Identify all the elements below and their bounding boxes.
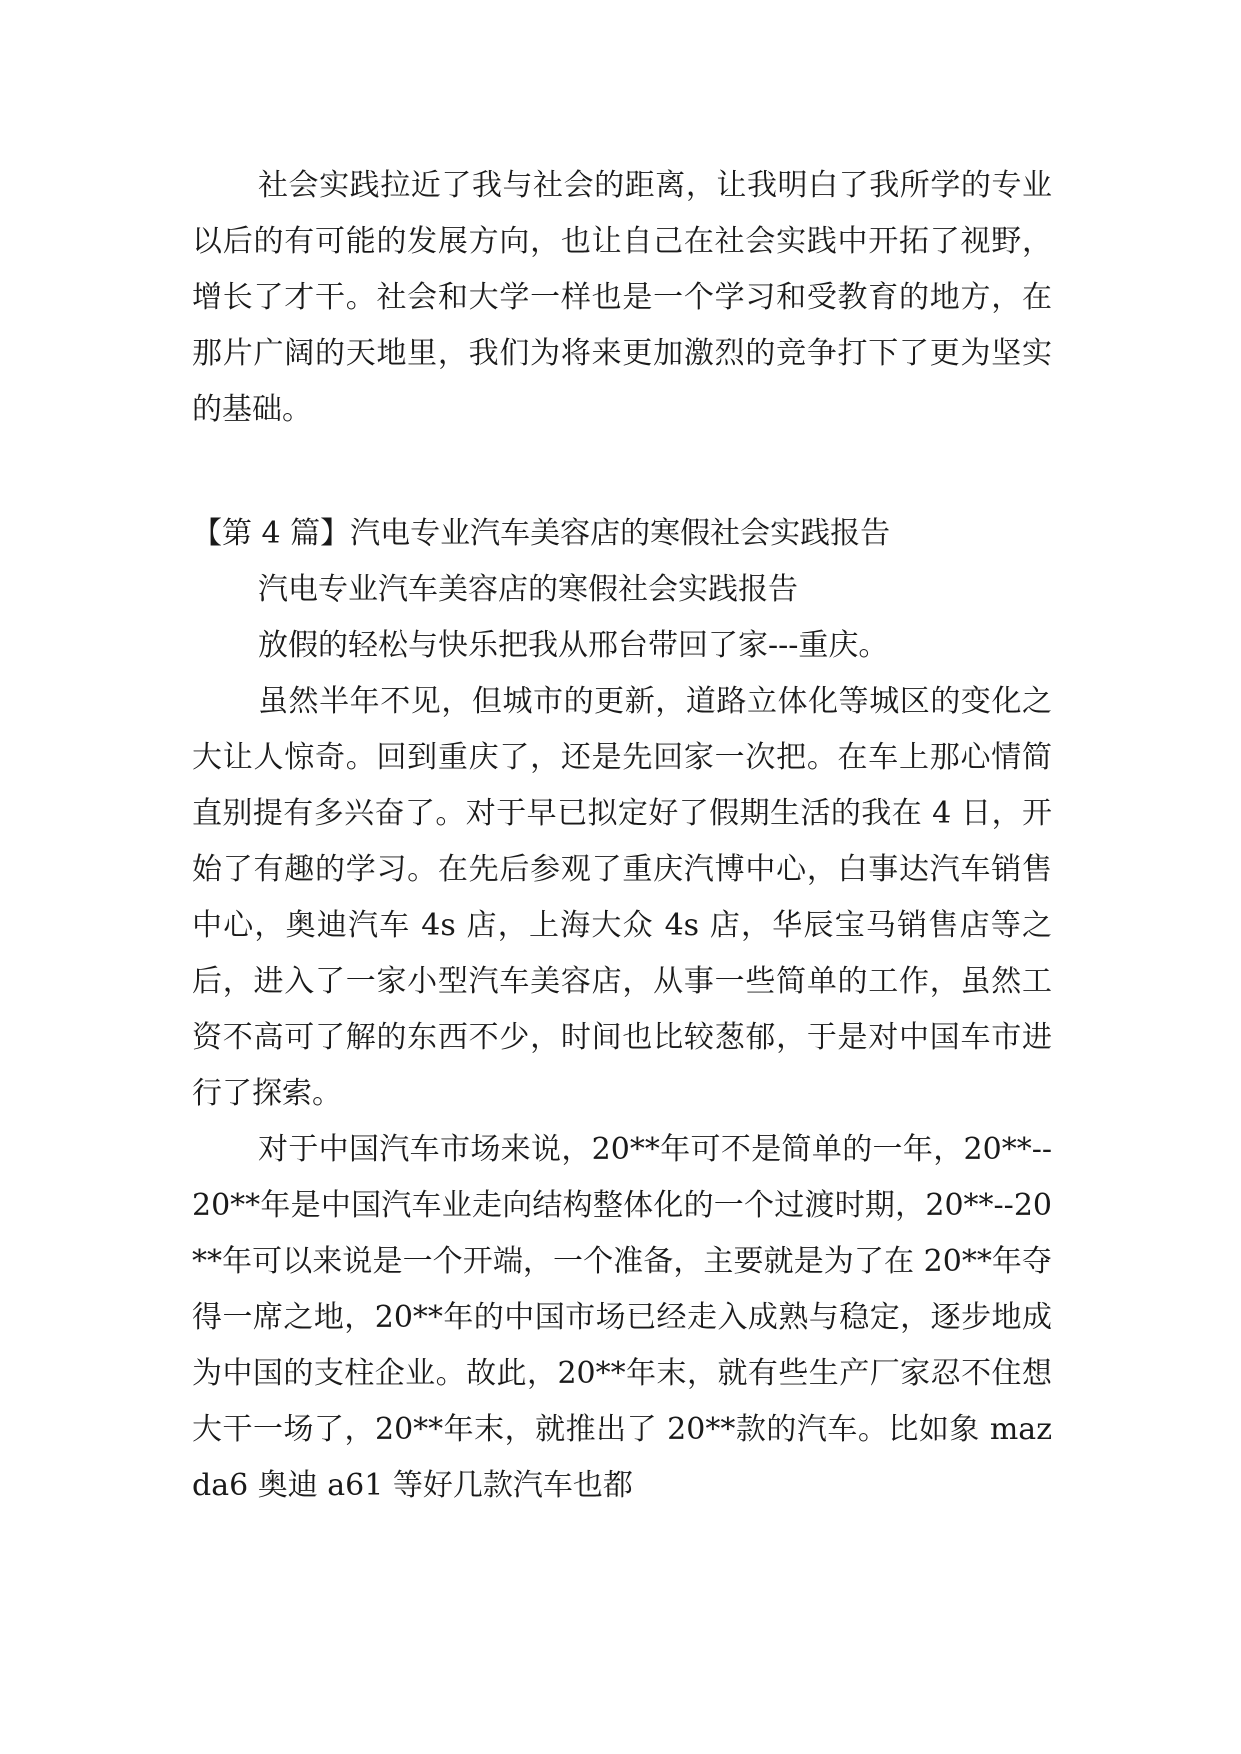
- report-section: [192, 506, 1052, 1514]
- intro-section: [192, 158, 1052, 438]
- intro-paragraph: 社会实践拉近了我与社会的距离，让我明白了我所学的专业以后的有可能的发展方向，也让自己在社会实践中开拓了视野，增长了才干。社会和大学一样也是一个学习和受教育的地方，在那片广阔的天地里，我们为将来更加激烈的竞争打下了更为坚实的基础。: [192, 168, 1052, 427]
- section-heading: 【第 4 篇】汽电专业汽车美容店的寒假社会实践报告: [192, 516, 891, 551]
- body-paragraph: 对于中国汽车市场来说，20**年可不是简单的一年，20**--20**年是中国汽车业走向结构整体化的一个过渡时期，20**--20**年可以来说是一个开端，一个准备，主要就是为了在 20**年夺得一席之地，20**年的中国市场已经走入成熟与稳定，逐步地成为中国的支柱企业。故此，20**年末，就有些生产厂家忍不住想大干一场了，20**年末，就推出了 20**款的汽车。比如象 mazda6 奥迪 a61 等好几款汽车也都: [192, 1132, 1052, 1503]
- report-subtitle: 汽电专业汽车美容店的寒假社会实践报告: [258, 572, 798, 607]
- body-paragraph: 放假的轻松与快乐把我从邢台带回了家---重庆。: [258, 628, 889, 663]
- body-paragraph: 虽然半年不见，但城市的更新，道路立体化等城区的变化之大让人惊奇。回到重庆了，还是先回家一次把。在车上那心情简直别提有多兴奋了。对于早已拟定好了假期生活的我在 4 日，开始了有趣的学习。在先后参观了重庆汽博中心，白事达汽车销售中心，奥迪汽车 4s 店，上海大众 4s 店，华辰宝马销售店等之后，进入了一家小型汽车美容店，从事一些简单的工作，虽然工资不高可了解的东西不少，时间也比较葱郁，于是对中国车市进行了探索。: [192, 684, 1052, 1111]
